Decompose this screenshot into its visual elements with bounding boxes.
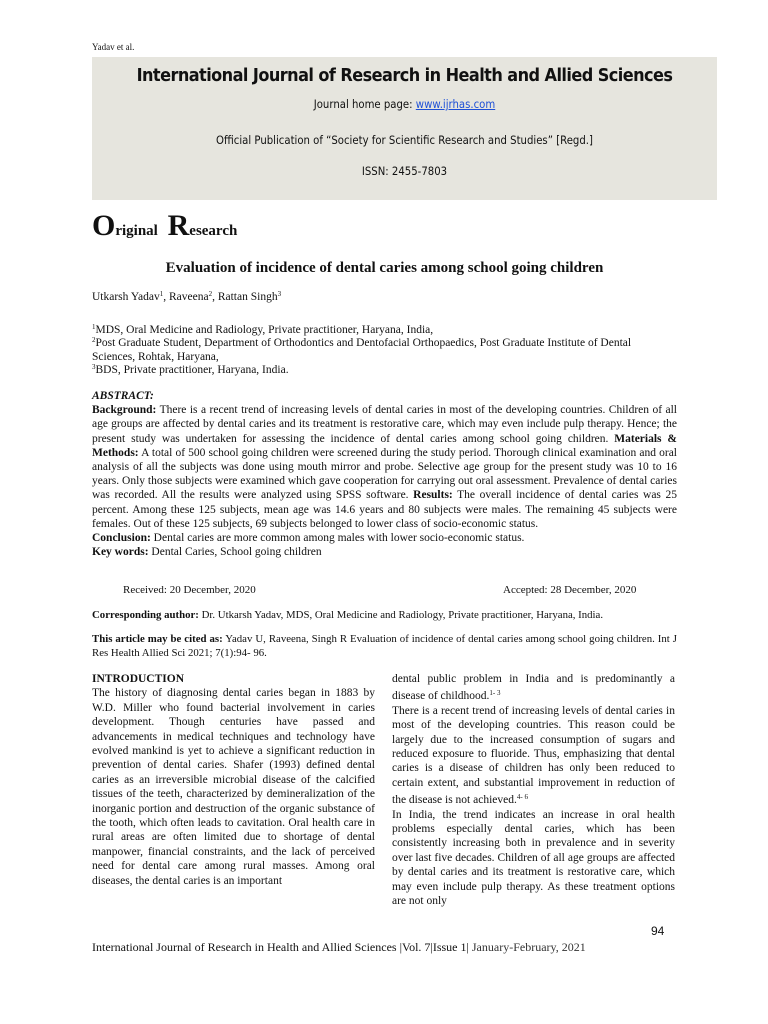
results-text: The overall incidence of dental caries was 25 percent. Among these 125 subjects, mean age was 14.6 years and 80 subjects were males. The remaining 45 subjects were females. Out of these 125 subjects, 69 subjects belonged to lower class of socio-economic status. bbox=[92, 489, 677, 530]
citation-label: This article may be cited as: bbox=[92, 633, 223, 645]
page-footer bbox=[92, 940, 586, 955]
author-name: Rattan Singh bbox=[217, 291, 278, 303]
keywords-text: Dental Caries, School going children bbox=[148, 546, 322, 559]
right-paragraph-3: In India, the trend indicates an increase in oral health problems especially dental caries, which has been consistently increasing both in prevalence and in severity over last five decades. Children of all age groups are affected by dental caries and its treatment is restorative care, which may even include pulp therapy. As these treatment options are not only bbox=[392, 808, 675, 908]
conclusion-label: Conclusion: bbox=[92, 532, 151, 545]
keywords-label: Key words: bbox=[92, 546, 149, 559]
author-name: Utkarsh Yadav bbox=[92, 291, 160, 303]
affiliation-sup: 2 bbox=[92, 336, 96, 344]
abstract-body bbox=[92, 403, 677, 531]
author-name: Raveena bbox=[168, 291, 209, 303]
right-column bbox=[392, 672, 675, 909]
journal-publication: Official Publication of “Society for Scientific Research and Studies” [Regd.] bbox=[216, 133, 593, 147]
citation-text: Yadav U, Raveena, Singh R Evaluation of incidence of dental caries among school going children. Int J Res Health Allied Sci 2021; 7(1):94- 96. bbox=[92, 633, 677, 659]
article-type-word-1: riginal bbox=[115, 223, 158, 239]
affiliation-text: MDS, Oral Medicine and Radiology, Private practitioner, Haryana, India, bbox=[95, 324, 434, 336]
right-paragraph-1-text: dental public problem in India and is predominantly a disease of childhood. bbox=[392, 673, 675, 703]
paper-title: Evaluation of incidence of dental caries among school going children bbox=[165, 260, 604, 276]
right-paragraph-2-text: There is a recent trend of increasing levels of dental caries in most of the developing countries. This reason could be largely due to the increased consumption of sugars and reduced exposure to fluoride. Thus, emphasizing that dental caries is a disease of children has only been reduced to certain extent, and substantial improvement in reduction of the disease is not achieved. bbox=[392, 704, 675, 807]
affiliation-sup: 1 bbox=[92, 323, 96, 331]
corresponding-author bbox=[92, 609, 677, 623]
corresponding-text: Dr. Utkarsh Yadav, MDS, Oral Medicine and Radiology, Private practitioner, Haryana, India. bbox=[198, 609, 604, 621]
journal-issn: ISSN: 2455-7803 bbox=[361, 164, 448, 178]
background-label: Background: bbox=[92, 404, 157, 417]
introduction-heading: INTRODUCTION bbox=[92, 673, 185, 685]
affiliation-sup: 3 bbox=[92, 363, 96, 371]
abstract-conclusion bbox=[92, 531, 677, 545]
article-type-initial-o: O bbox=[92, 209, 116, 242]
citation-sup: 1- 3 bbox=[489, 689, 501, 698]
author-sep: , bbox=[163, 291, 169, 303]
results-label: Results: bbox=[413, 489, 453, 502]
methods-text: A total of 500 school going children were screened during the study period. Thorough clinical examination and oral analysis of all the subjects was done using mouth mirror and probe. Selective age group for the present study was 10 to 16 years. Only those subjects were examined which gave cooperation for carrying out oral assessment. Prevalence of dental caries was recorded. All the results were analyzed using SPSS software. bbox=[92, 446, 677, 502]
citation-sup: 4- 6 bbox=[516, 793, 528, 802]
footer-journal: International Journal of Research in Health and Allied Sciences |Vol. 7|Issue 1| bbox=[92, 940, 469, 954]
affiliation bbox=[92, 360, 677, 377]
right-paragraph-2 bbox=[392, 704, 675, 808]
methods-label: Materials & Methods: bbox=[92, 432, 677, 459]
conclusion-text: Dental caries are more common among males with lower socio-economic status. bbox=[150, 532, 525, 545]
introduction-paragraph: The history of diagnosing dental caries began in 1883 by W.D. Miller who found bacterial involvement in caries development. Though centuries have passed and advancements in medical techniques and technology have evolved mankind is yet to achieve a significant reduction in prevention of dental caries. Shafer (1993) defined dental caries as an irreversible microbial disease of the calcified tissues of the teeth, characterized by demineralization of the inorganic portion and destruction of the organic substance of the tooth, which often leads to cavitation. Oral health care in rural areas are often limited due to shortage of dental manpower, financial constraints, and the lack of perceived need for dental care among rural masses. Among oral diseases, the dental caries is an important bbox=[92, 687, 375, 887]
background-text: There is a recent trend of increasing levels of dental caries in most of the developing countries. Children of all age groups are affected by dental caries and its treatment is restorative care, which may even include pulp therapy. Hence; the present study was undertaken for assessing the incidence of dental caries among school going children. bbox=[92, 404, 677, 445]
author-sep: , bbox=[212, 291, 218, 303]
author-sup: 3 bbox=[277, 290, 282, 298]
journal-home-line bbox=[130, 97, 680, 111]
received-date: Received: 20 December, 2020 bbox=[123, 584, 256, 596]
article-type-initial-r: R bbox=[167, 209, 190, 242]
article-type-word-2: esearch bbox=[189, 223, 238, 239]
article-type bbox=[92, 209, 237, 243]
abstract-heading: ABSTRACT: bbox=[92, 390, 154, 402]
running-head: Yadav et al. bbox=[92, 42, 135, 52]
footer-date: January-February, 2021 bbox=[468, 940, 586, 954]
author-list bbox=[92, 290, 281, 303]
journal-banner bbox=[92, 57, 717, 200]
citation bbox=[92, 633, 677, 660]
corresponding-label: Corresponding author: bbox=[92, 609, 199, 621]
affiliation-text: Post Graduate Student, Department of Orthodontics and Dentofacial Orthopaedics, Post Graduate Institute of Dental Sciences, Rohtak, Haryana, bbox=[92, 337, 632, 363]
accepted-date: Accepted: 28 December, 2020 bbox=[503, 584, 637, 596]
journal-home-label: Journal home page: bbox=[313, 97, 416, 111]
page-number: 94 bbox=[651, 924, 665, 938]
journal-home-link[interactable]: www.ijrhas.com bbox=[415, 97, 496, 111]
left-column bbox=[92, 672, 375, 888]
affiliation-text: BDS, Private practitioner, Haryana, India. bbox=[95, 364, 289, 376]
author-sup: 1 bbox=[159, 290, 164, 298]
abstract bbox=[92, 389, 677, 559]
journal-title: International Journal of Research in Health and Allied Sciences bbox=[136, 66, 673, 86]
right-paragraph-1 bbox=[392, 672, 675, 704]
abstract-keywords bbox=[92, 545, 677, 559]
author-sup: 2 bbox=[208, 290, 213, 298]
